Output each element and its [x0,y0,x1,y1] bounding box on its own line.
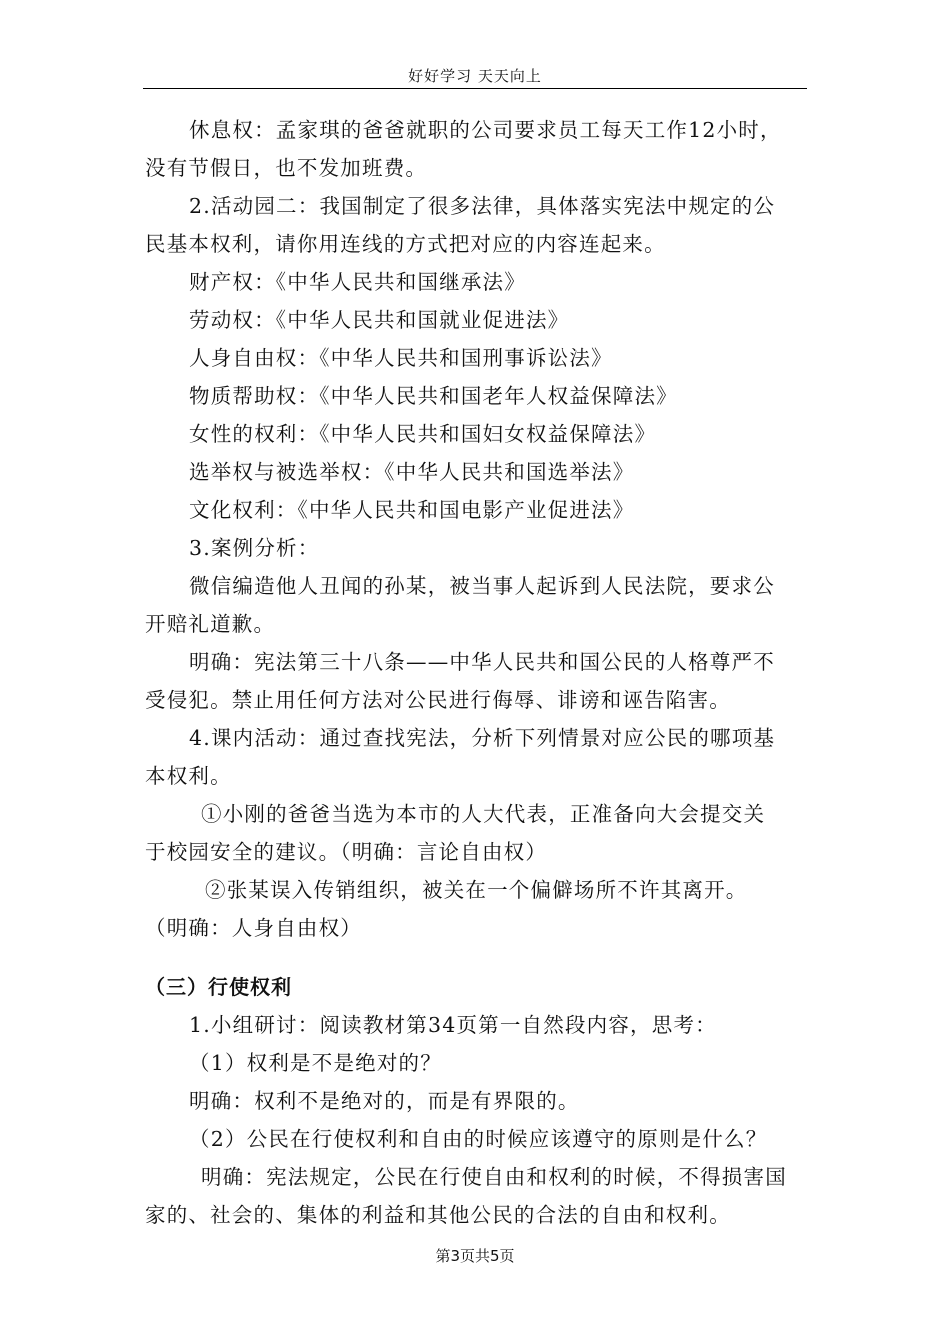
document-body [145,111,805,1234]
page-header: 好好学习 天天向上 [408,67,542,85]
paragraph-line: （2）公民在行使权利和自由的时候应该遵守的原则是什么？ [189,1127,768,1151]
paragraph-line: 明确：宪法第三十八条——中华人民共和国公民的人格尊严不 [189,650,775,674]
paragraph-line: 本权利。 [145,764,232,788]
paragraph-line: 明确：宪法规定，公民在行使自由和权利的时候，不得损害国 [201,1165,787,1189]
paragraph-line: （明确：人身自由权） [145,916,362,940]
list-item: 劳动权：《中华人民共和国就业促进法》 [189,308,570,332]
paragraph-line: 开赔礼道歉。 [145,612,276,636]
list-item: 人身自由权：《中华人民共和国刑事诉讼法》 [189,346,613,370]
paragraph-line: 休息权：孟家琪的爸爸就职的公司要求员工每天工作12小时， [189,118,782,142]
paragraph-line: 微信编造他人丑闻的孙某，被当事人起诉到人民法院，要求公 [189,574,775,598]
paragraph-line: 3.案例分析： [189,536,320,560]
list-item: 物质帮助权：《中华人民共和国老年人权益保障法》 [189,384,678,408]
header-divider [143,88,807,89]
list-item: 财产权：《中华人民共和国继承法》 [189,270,526,294]
list-item: 选举权与被选举权：《中华人民共和国选举法》 [189,460,635,484]
paragraph-line: 家的、社会的、集体的利益和其他公民的合法的自由和权利。 [145,1203,731,1227]
paragraph-line: 民基本权利，请你用连线的方式把对应的内容连起来。 [145,232,666,256]
paragraph-line: 明确：权利不是绝对的，而是有界限的。 [189,1089,580,1113]
paragraph-line: ②张某误入传销组织，被关在一个偏僻场所不许其离开。 [205,878,748,902]
paragraph-line: 2.活动园二：我国制定了很多法律，具体落实宪法中规定的公 [189,194,776,218]
list-item: 女性的权利：《中华人民共和国妇女权益保障法》 [189,422,657,446]
section-heading: （三）行使权利 [145,975,292,999]
paragraph-line: （1）权利是不是绝对的？ [189,1051,442,1075]
list-item: 文化权利：《中华人民共和国电影产业促进法》 [189,498,635,522]
page-number: 第3页共5页 [435,1247,515,1265]
paragraph-line: 于校园安全的建议。（明确：言论自由权） [145,840,548,864]
paragraph-line: 1.小组研讨：阅读教材第34页第一自然段内容，思考： [189,1013,717,1037]
paragraph-line: 没有节假日，也不发加班费。 [145,156,428,180]
paragraph-line: 4.课内活动：通过查找宪法，分析下列情景对应公民的哪项基 [189,726,776,750]
paragraph-line: ①小刚的爸爸当选为本市的人大代表，正准备向大会提交关 [201,802,766,826]
paragraph-line: 受侵犯。禁止用任何方法对公民进行侮辱、诽谤和诬告陷害。 [145,688,731,712]
